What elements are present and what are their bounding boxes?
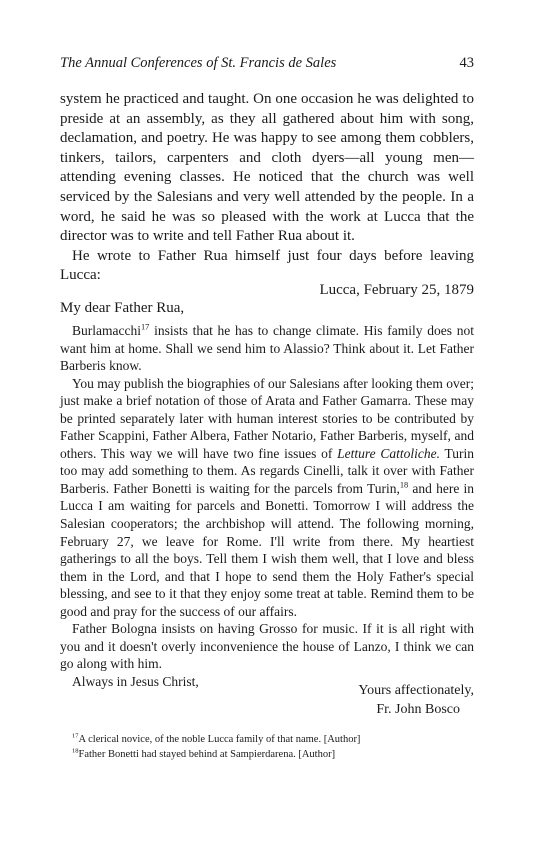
- footnote-18: [72, 748, 472, 763]
- page-number: 43: [459, 55, 474, 71]
- narrative-paragraph-1: system he practiced and taught. On one occasion he was delighted to preside at an assembly, as they all gathered about him with song, declamation, and poetry. He was happy to see among them cobblers, tinkers, tailors, carpenters and cloth dyers—all young men—attending evening classes. He noticed that the church was well serviced by the Salesians and very well attended by the people. In a word, he said he was so pleased with the work at Lucca that the director was to write and tell Father Rua about it.: [60, 91, 474, 245]
- letter-dateline: Lucca, February 25, 1879: [319, 282, 474, 298]
- footnote-mark: 18: [72, 747, 79, 754]
- footnotes: [72, 733, 472, 762]
- letter-paragraph-3: Father Bologna insists on having Grosso for music. If it is all right with you and it doesn't overly inconvenience the house of Lanzo, I think we can go along with him.: [60, 621, 474, 672]
- footnote-17: [72, 733, 472, 748]
- letter-paragraph-4: Always in Jesus Christ,: [72, 673, 199, 689]
- letter-closing: [60, 682, 474, 719]
- running-title: The Annual Conferences of St. Francis de Sales: [60, 55, 337, 71]
- running-header: [60, 55, 474, 75]
- letter-p2-part-c: and here in Lucca I am waiting for parcels and Bonetti. Tomorrow I will address the Salesian cooperators; the archbishop will attend. The following morning, February 27, we leave for Rome. I'll write from there. My heartiest gatherings to all the boys. Tell them I wish them well, that I love and bless them in the Lord, and that I hope to send them the Holy Father's special blessing, and see to it that they enjoy some treat at table. Remind them to be good and pray for the success of our affairs.: [60, 480, 474, 619]
- letter-p1-rest: insists that he has to change climate. His family does not want him at home. Shall we send him to Alassio? Think about it. Let Father Barberis know.: [60, 323, 474, 374]
- narrative-paragraph-2: He wrote to Father Rua himself just four days before leaving Lucca:: [60, 247, 474, 284]
- footnote-ref-18: 18: [399, 480, 409, 490]
- letter-paragraph-2: [60, 375, 474, 621]
- publication-title: Letture Cattoliche.: [337, 445, 440, 461]
- letter-p2-part-a: You may publish the biographies of our Salesians after looking them over; just make a brief notation of those of Arata and Father Gamarra. These may be printed separately later with human interest stories to be contributed by Father Scappini, Father Albera, Father Notario, Father Barberis, myself, and others. This way we will have two fine issues of: [60, 375, 474, 461]
- valediction: Yours affectionately,: [358, 683, 474, 698]
- letter-p2-part-b: Turin too may add something to them. As regards Cinelli, talk it over with Father Barberis. Father Bonetti is waiting for the parcels from Turin,: [60, 445, 474, 496]
- footnote-mark: 17: [72, 732, 79, 740]
- footnote-ref-17: 17: [140, 322, 150, 332]
- signature: Fr. John Bosco: [376, 701, 460, 717]
- letter-paragraph-1: [60, 322, 474, 375]
- footnote-text: A clerical novice, of the noble Lucca family of that name. [Author]: [78, 734, 361, 745]
- footnote-text: Father Bonetti had stayed behind at Sampierdarena. [Author]: [78, 748, 336, 760]
- letter-salutation: My dear Father Rua,: [60, 300, 185, 316]
- letter-p1-start: Burlamacchi: [72, 323, 141, 338]
- narrative-text: [60, 90, 474, 286]
- letter-body: [60, 322, 474, 690]
